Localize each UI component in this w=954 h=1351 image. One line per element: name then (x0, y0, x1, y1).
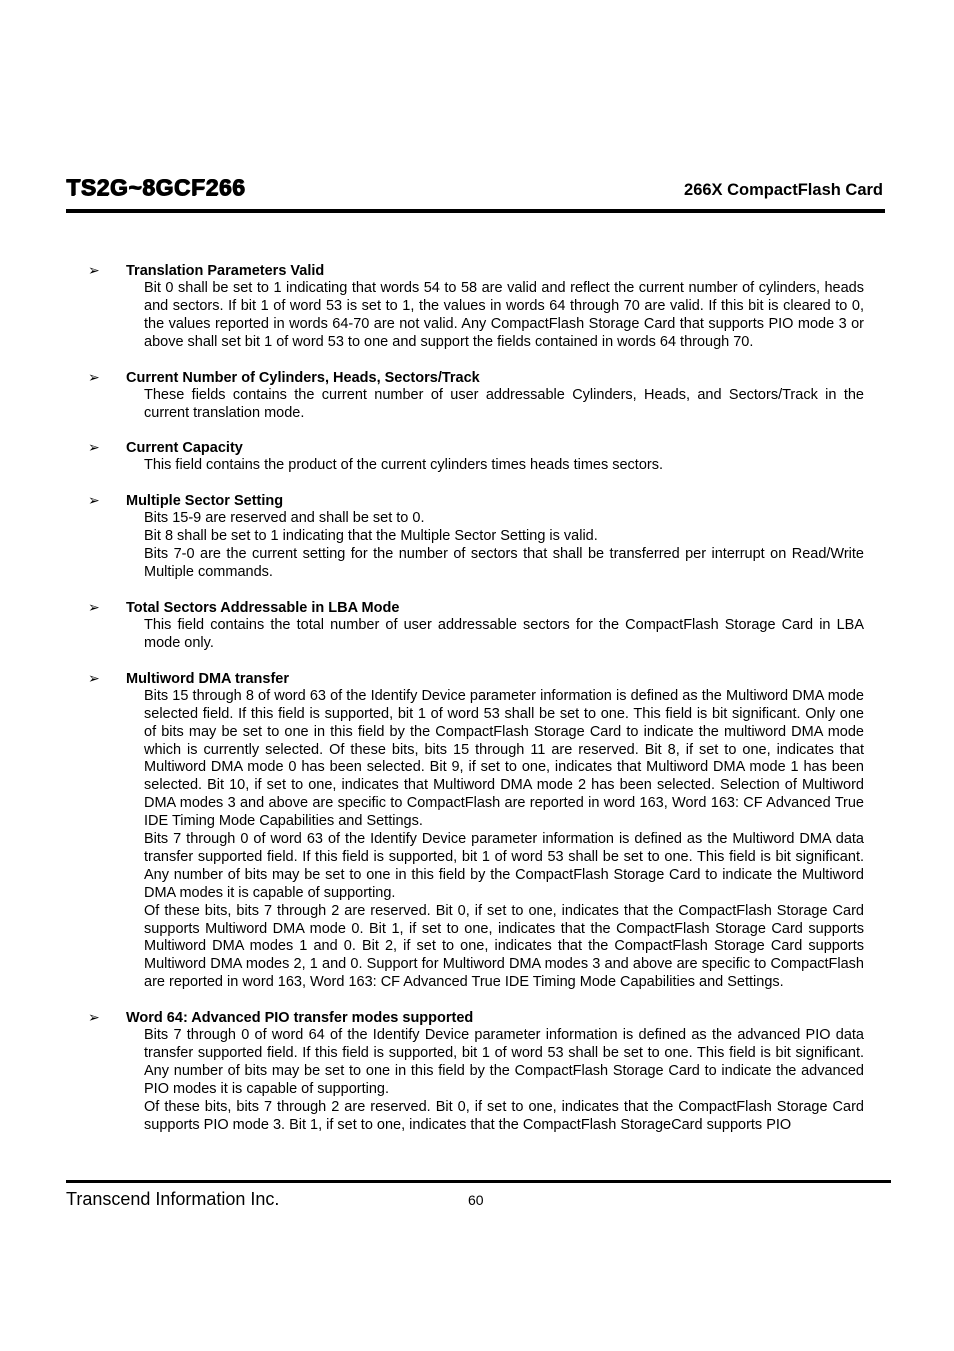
section-body (144, 387, 864, 423)
section-body (144, 1027, 864, 1134)
arrow-bullet-icon: ➢ (88, 493, 100, 510)
section (88, 439, 864, 475)
section-title: Current Capacity (126, 440, 243, 457)
section-title: Word 64: Advanced PIO transfer modes supported (126, 1010, 474, 1027)
header-divider (66, 209, 885, 213)
arrow-bullet-icon: ➢ (88, 369, 100, 386)
section-title: Current Number of Cylinders, Heads, Sectors/Track (126, 369, 480, 386)
section-heading (88, 1009, 864, 1027)
arrow-bullet-icon: ➢ (88, 670, 100, 687)
arrow-bullet-icon: ➢ (88, 263, 100, 279)
footer-company-name: Transcend Information Inc. (66, 1189, 280, 1209)
section-paragraph: These fields contains the current number of user addressable Cylinders, Heads, and Sectors/Track in the current translation mode. (144, 386, 864, 421)
section-body (144, 280, 864, 352)
section (88, 262, 864, 352)
section-heading (88, 599, 864, 617)
section (88, 1009, 864, 1134)
section-paragraph: Of these bits, bits 7 through 2 are reserved. Bit 0, if set to one, indicates that the CompactFlash Storage Card supports Multiword DMA mode 0. Bit 1, if set to one, indicates that the CompactFlash Storage Card supports Multiword DMA modes 1 and 0. Bit 2, if set to one, indicates that the CompactFlash Storage Card supports Multiword DMA modes 2, 1 and 0. Support for Multiword DMA modes 3 and above are specific to CompactFlash are reported in word 163, Word 163: CF Advanced True IDE Timing Mode Capabilities and Settings. (144, 902, 864, 991)
product-subtitle: 266X CompactFlash Card (684, 181, 883, 199)
footer-divider (66, 1180, 891, 1183)
section (88, 670, 864, 992)
section-paragraph: Bits 15-9 are reserved and shall be set to 0. (144, 510, 425, 527)
document-body (88, 262, 864, 1152)
section-body (144, 510, 864, 582)
section-paragraph: Bits 7 through 0 of word 63 of the Identify Device parameter information is defined as the Multiword DMA data transfer supported field. If this field is supported, bit 1 of word 53 shall be set to one. This field is bit significant. Any number of bits may be set to one in this field by the CompactFlash Storage Card to indicate the Multiword DMA modes it is capable of supporting. (144, 831, 864, 901)
section-title: Total Sectors Addressable in LBA Mode (126, 599, 400, 616)
section-paragraph: Of these bits, bits 7 through 2 are reserved. Bit 0, if set to one, indicates that the CompactFlash Storage Card supports PIO mode 3. Bit 1, if set to one, indicates that the CompactFlash StorageCard supports PIO (144, 1098, 864, 1133)
section-heading (88, 369, 864, 387)
arrow-bullet-icon: ➢ (88, 599, 100, 616)
section-title: Translation Parameters Valid (126, 263, 325, 279)
arrow-bullet-icon: ➢ (88, 1010, 100, 1027)
page-number: 60 (468, 1192, 484, 1208)
section-body (144, 688, 864, 992)
section-heading (88, 492, 864, 510)
section-paragraph: Bit 0 shall be set to 1 indicating that words 54 to 58 are valid and reflect the current number of cylinders, heads and sectors. If bit 1 of word 53 is set to 1, the values in words 64 through 70 are valid. If this bit is cleared to 0, the values reported in words 64-70 are not valid. Any CompactFlash Storage Card that supports PIO mode 3 or above shall set bit 1 of word 53 to one and support the fields contained in words 64 through 70. (144, 280, 864, 350)
section-heading (88, 439, 864, 457)
section-heading (88, 262, 864, 280)
section-body (144, 457, 864, 475)
section-title: Multiple Sector Setting (126, 493, 284, 510)
section (88, 492, 864, 582)
section-paragraph: Bit 8 shall be set to 1 indicating that the Multiple Sector Setting is valid. (144, 528, 598, 545)
product-model-title: TS2G~8GCF266 (66, 174, 246, 200)
section (88, 369, 864, 423)
section-body (144, 617, 864, 653)
section-paragraph: Bits 7 through 0 of word 64 of the Identify Device parameter information is defined as the advanced PIO data transfer supported field. If this field is supported, bit 1 of word 53 shall be set to one. This field is bit significant. Any number of bits may be set to one in this field by the CompactFlash Storage Card to indicate the advanced PIO modes it is capable of supporting. (144, 1027, 864, 1097)
section-title: Multiword DMA transfer (126, 670, 289, 687)
section-paragraph: This field contains the product of the current cylinders times heads times sectors. (144, 457, 664, 474)
section-paragraph: This field contains the total number of user addressable sectors for the CompactFlash Storage Card in LBA mode only. (144, 616, 864, 651)
section-paragraph: Bits 7-0 are the current setting for the number of sectors that shall be transferred per interrupt on Read/Write Multiple commands. (144, 546, 864, 581)
arrow-bullet-icon: ➢ (88, 440, 100, 457)
section-heading (88, 670, 864, 688)
section (88, 599, 864, 653)
section-paragraph: Bits 15 through 8 of word 63 of the Identify Device parameter information is defined as the Multiword DMA mode selected field. If this field is supported, bit 1 of word 53 shall be set to one. This field is bit significant. Only one of bits may be set to one in this field by the CompactFlash Storage Card to indicate the multiword DMA mode which is currently selected. Of these bits, bits 15 through 11 are reserved. Bit 8, if set to one, indicates that Multiword DMA mode 0 has been selected. Bit 9, if set to one, indicates that Multiword DMA mode 1 has been selected. Bit 10, if set to one, indicates that Multiword DMA mode 2 has been selected. Selection of Multiword DMA modes 3 and above are specific to CompactFlash are reported in word 163, Word 163: CF Advanced True IDE Timing Mode Capabilities and Settings. (144, 687, 864, 830)
